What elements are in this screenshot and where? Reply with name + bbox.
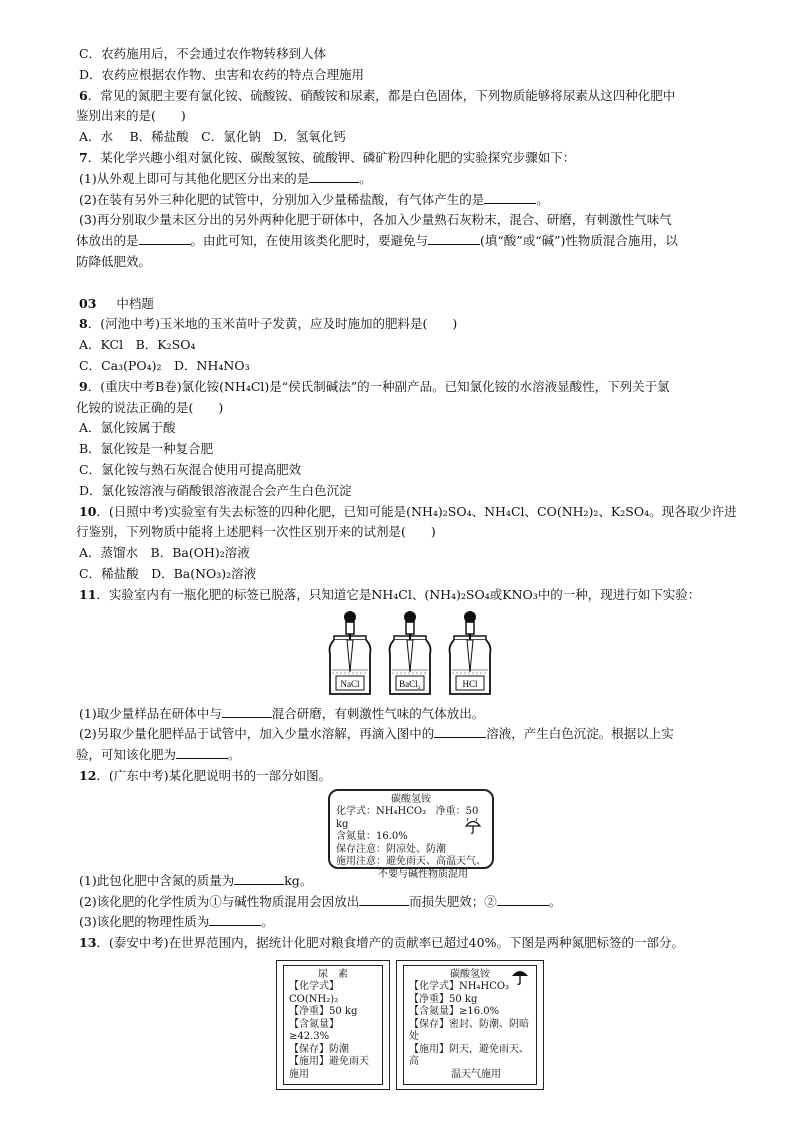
q7-part2-end: 。 (536, 191, 549, 207)
q12-part3-text: (3)该化肥的物理性质为 (79, 914, 210, 930)
q12-part3 (76, 912, 748, 933)
answer-blank[interactable] (139, 231, 191, 245)
q8-number: 8 (79, 316, 88, 332)
answer-blank[interactable] (209, 912, 261, 926)
q5-option-d: D．农药应根据农作物、虫害和农药的特点合理施用 (79, 66, 365, 82)
q10-number: 10 (79, 503, 97, 519)
q12-stem-text: ．(广东中考)某化肥说明书的一部分如图。 (96, 767, 332, 783)
q12-part2 (76, 892, 748, 913)
q10-stem (76, 502, 748, 523)
label-row: 【净重】50 kg (289, 1006, 358, 1018)
answer-blank[interactable] (309, 169, 359, 183)
dropper-bottle-icon (450, 611, 491, 694)
q6-number: 6 (79, 87, 88, 103)
umbrella-icon (510, 968, 530, 991)
q10-options-1: A．蒸馏水 B．Ba(OH)₂溶液 (79, 545, 250, 561)
q5-option-c: C．农药施用后，不会通过农作物转移到人体 (79, 46, 327, 61)
q7-stem-text: ．某化学兴趣小组对氯化铵、碳酸氢铵、硫酸钾、磷矿粉四种化肥的实验探究步骤如下： (87, 149, 576, 165)
label-formula: 化学式：NH₄HCO₃ (336, 806, 427, 818)
q11-part2-cont (76, 745, 748, 766)
q11-part1-text: (1)取少量样品在研体中与 (79, 705, 222, 721)
label-title: 碳酸氢铵 (391, 793, 431, 805)
q11-part2 (76, 724, 748, 745)
q13-stem (76, 933, 748, 954)
answer-blank[interactable] (176, 745, 228, 759)
label-nitrogen: 含氮量：16.0% (336, 831, 408, 843)
q9-stem-cont: 化铵的说法正确的是( ) (76, 399, 224, 415)
q12-number: 12 (79, 767, 97, 783)
answer-blank[interactable] (234, 871, 284, 885)
q11-stem (76, 585, 748, 606)
q6-options: A．水 B．稀盐酸 C．氯化钠 D．氢氧化钙 (79, 129, 346, 145)
q6-stem-cont: 鉴别出来的是( ) (76, 108, 186, 124)
q9-option-c: C．氯化铵与熟石灰混合使用可提高肥效 (79, 461, 302, 477)
answer-blank[interactable] (484, 190, 536, 204)
label-row: 不要与碱性物质混用 (378, 868, 468, 880)
urea-label (276, 960, 390, 1091)
q9-option-d: D．氯化铵溶液与硝酸银溶液混合会产生白色沉淀 (79, 482, 352, 498)
q11-part2-end: 。 (228, 747, 241, 763)
q7-part3-cont (76, 231, 748, 252)
q8-stem-text: ．(河池中考)玉米地的玉米苗叶子发黄，应及时施加的肥料是( ) (87, 316, 458, 332)
q13-number: 13 (79, 935, 97, 951)
dropper-bottle-icon (390, 611, 431, 694)
label-weight: 净重：50 kg (336, 806, 479, 830)
q13-stem-text: ．(泰安中考)在世界范围内，据统计化肥对粮食增产的贡献率已超过40%。下图是两种氮肥标签的一部分。 (96, 935, 684, 951)
label-row: 保存注意：阴凉处、防潮 (336, 843, 446, 855)
q6-stem (76, 86, 748, 107)
label-title: 尿 素 (318, 968, 348, 980)
q12-part1-text: (1)此包化肥中含氮的质量为 (79, 872, 235, 888)
q7-part1-end: 。 (359, 170, 372, 186)
q10-options-2: C．稀盐酸 D．Ba(NO₃)₂溶液 (79, 565, 257, 581)
label-row: 【化学式】CO(NH₂)₂ (289, 981, 339, 1005)
q12-stem (76, 766, 748, 787)
q8-stem (76, 314, 748, 335)
q7-part1-text: (1)从外观上即可与其他化肥区分出来的是 (79, 170, 310, 186)
section-header (76, 294, 748, 315)
answer-blank[interactable] (434, 724, 486, 738)
q7-part2 (76, 190, 748, 211)
label-title: 碳酸氢铵 (450, 968, 490, 980)
dropper-bottle-icon (330, 611, 371, 694)
q8-options-2: C．Ca₃(PO₄)₂ D．NH₄NO₃ (79, 357, 250, 373)
q9-stem-text: ．(重庆中考B卷)氯化铵(NH₄Cl)是“侯氏制碱法”的一种副产品。已知氯化铵的水溶液显酸性，下列关于氯 (87, 378, 670, 394)
q11-number: 11 (79, 586, 97, 602)
label-row: 温天气施用 (451, 1068, 501, 1080)
q9-number: 9 (79, 378, 88, 394)
q10-stem-cont: 行鉴别，下列物质中能将上述肥料一次性区别开来的试剂是( ) (76, 524, 436, 540)
q6-stem-text: ．常见的氮肥主要有氯化铵、硫酸铵、硝酸铵和尿素，都是白色固体，下列物质能够将尿素从这四种化肥中 (87, 87, 676, 103)
q11-part2-text: 溶液，产生白色沉淀。根据以上实 (486, 726, 674, 742)
q7-part1 (76, 169, 748, 190)
q7-part3-text: (填“酸”或“碱”)性物质混合施用，以 (480, 233, 678, 249)
fertilizer-label (328, 789, 494, 880)
q8-options-1: A．KCl B．K₂SO₄ (79, 337, 196, 353)
q11-part2-text: 验，可知该化肥为 (76, 747, 177, 763)
label-row: 【保存】密封、防潮、阴暗处 (409, 1018, 529, 1043)
answer-blank[interactable] (497, 892, 549, 906)
answer-blank[interactable] (359, 892, 409, 906)
bottle-label: NaCl (340, 678, 360, 689)
q11-stem-text: ．实验室内有一瓶化肥的标签已脱落，只知道它是NH₄Cl、(NH₄)₂SO₄或KNO₃中的一种，现进行如下实验： (96, 586, 701, 602)
q12-part1 (76, 868, 748, 892)
q9-option-a: A．氯化铵属于酸 (79, 420, 176, 436)
q7-part3: (3)再分别取少量未区分出的另外两种化肥于研体中，各加入少量熟石灰粉末，混合、研磨，有刺激性气味气 (79, 212, 672, 228)
worksheet-page (76, 44, 748, 1080)
section-title: 中档题 (116, 295, 154, 311)
q11-part1 (76, 704, 748, 725)
q7-stem (76, 148, 748, 169)
dropper-bottles-diagram (76, 610, 748, 698)
ammonium-bicarbonate-label (396, 960, 544, 1091)
answer-blank[interactable] (428, 231, 480, 245)
label-row: 【含氮量】≥16.0% (409, 1006, 500, 1018)
bottle-label: BaCl₂ (399, 678, 421, 689)
q12-part3-end: 。 (261, 914, 274, 930)
q10-stem-text: ．(日照中考)实验室有失去标签的四种化肥，已知可能是(NH₄)₂SO₄、NH₄Cl、CO(NH₂)₂、K₂SO₄。现各取少许进 (96, 503, 737, 519)
q7-part3-text: 体放出的是 (76, 233, 139, 249)
label-row: 【施用】避免雨天施用 (289, 1056, 369, 1080)
q7-part2-text: (2)在装有另外三种化肥的试管中，分别加入少量稀盐酸，有气体产生的是 (79, 191, 485, 207)
q12-part1-text: kg。 (284, 872, 313, 888)
section-number: 03 (79, 295, 97, 311)
q7-part3-text: 。由此可知，在使用该类化肥时，要避免与 (190, 233, 429, 249)
label-row: 【保存】防潮 (289, 1043, 349, 1055)
umbrella-rain-icon (464, 817, 482, 840)
q7-number: 7 (79, 149, 88, 165)
q12-part2-end: 。 (548, 893, 562, 909)
label-row: 施用注意：避免雨天、高温天气、 (336, 856, 486, 868)
q12-part2-text: (2)该化肥的化学性质为①与碱性物质混用会因放出 (79, 893, 360, 909)
bottle-label: HCl (462, 678, 478, 689)
q11-part1-text: 混合研磨，有刺激性气味的气体放出。 (271, 705, 485, 721)
label-row: 【含氮量】≥42.3% (289, 1018, 339, 1043)
label-row: 【施用】阴天，避免雨天、高 (409, 1043, 529, 1068)
q12-part2-text: 而损失肥效；② (409, 893, 497, 909)
q9-option-b: B．氯化铵是一种复合肥 (79, 441, 214, 457)
answer-blank[interactable] (222, 704, 272, 718)
dropper-bottles-figure (76, 610, 748, 698)
q11-part2-text: (2)另取少量化肥样品于试管中，加入少量水溶解，再滴入图中的 (79, 726, 435, 742)
label-row (336, 831, 486, 844)
q13-figure (76, 954, 748, 1080)
label-row: 【化学式】NH₄HCO₃ (409, 981, 510, 993)
q7-part3-end: 防降低肥效。 (76, 253, 152, 269)
label-row: 【净重】50 kg (409, 993, 478, 1005)
q9-stem (76, 377, 748, 398)
